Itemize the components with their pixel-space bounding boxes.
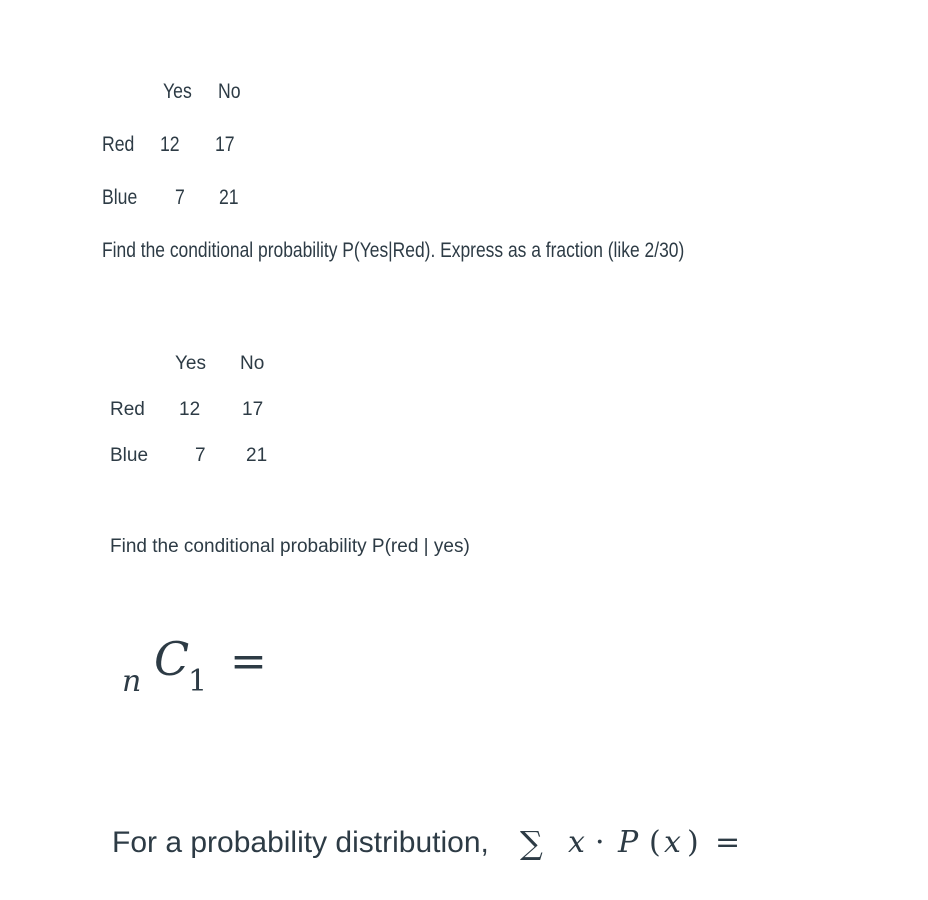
q4-arg: x	[664, 825, 681, 860]
q3-symbol: C	[154, 632, 190, 686]
question-4	[112, 824, 812, 874]
q2-cell-red-yes: 12	[179, 399, 201, 420]
q3-subscript: 1	[188, 664, 208, 699]
q1-cell-blue-yes: 7	[175, 186, 185, 209]
q2-cell-red-no: 17	[242, 399, 264, 420]
q2-row-label-blue: Blue	[110, 445, 149, 466]
q1-row-label-blue: Blue	[102, 186, 138, 209]
q2-header-yes: Yes	[175, 353, 206, 374]
q1-header-yes: Yes	[163, 80, 192, 103]
q4-sum-symbol: ∑	[520, 824, 543, 862]
q4-var-x: x	[568, 825, 585, 860]
q2-cell-blue-yes: 7	[195, 445, 206, 466]
q1-cell-red-yes: 12	[160, 133, 180, 156]
q1-prompt: Find the conditional probability P(Yes|Red). Express as a fraction (like 2/30)	[102, 239, 685, 262]
q1-cell-blue-no: 21	[219, 186, 239, 209]
q2-prompt: Find the conditional probability P(red | yes)	[110, 536, 470, 557]
q2-row-label-red: Red	[110, 399, 145, 420]
q3-pre-subscript: n	[122, 664, 142, 699]
q1-cell-red-no: 17	[215, 133, 235, 156]
q4-func: P	[618, 825, 639, 860]
q4-open-paren: (	[649, 825, 661, 860]
q3-combination-formula	[118, 628, 318, 708]
q4-dot: ·	[595, 825, 605, 860]
q2-cell-blue-no: 21	[246, 445, 268, 466]
q4-close-paren: )	[687, 825, 699, 860]
q3-equals: =	[230, 636, 267, 687]
q2-header-no: No	[240, 353, 265, 374]
q1-header-no: No	[218, 80, 241, 103]
q4-text: For a probability distribution,	[112, 826, 489, 859]
q4-equals: =	[715, 825, 741, 860]
q1-row-label-red: Red	[102, 133, 135, 156]
